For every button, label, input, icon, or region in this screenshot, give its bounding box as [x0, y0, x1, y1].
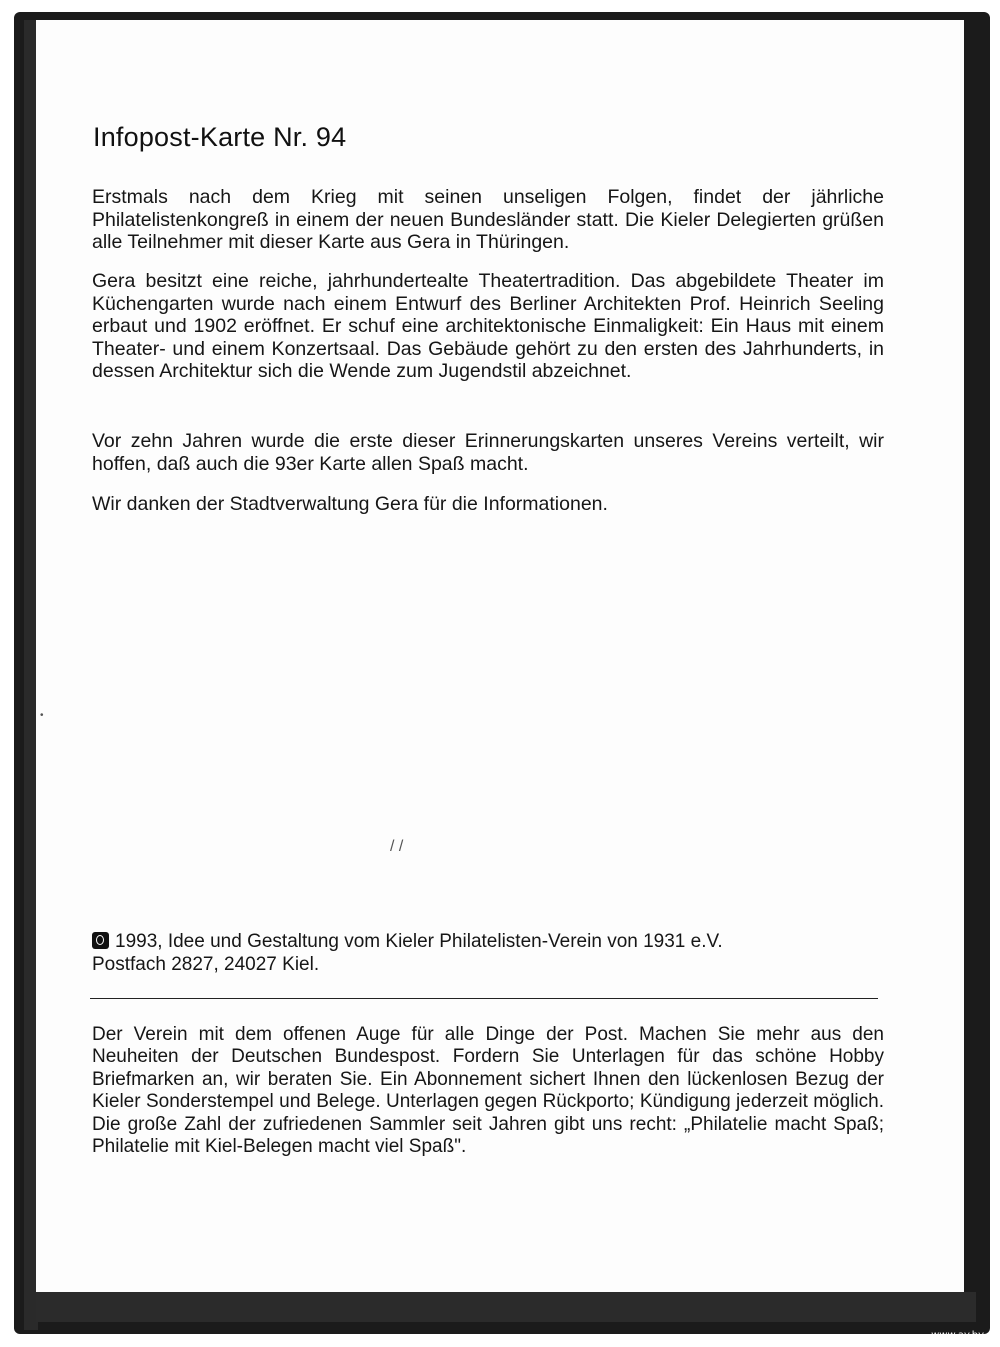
divider-line [90, 998, 878, 999]
paragraph-anniversary: Vor zehn Jahren wurde die erste dieser Erinnerungskarten unseres Vereins verteilt, wir hoffen, daß auch die 93er Karte allen Spaß macht. [92, 430, 884, 475]
publisher-logo-icon [92, 932, 109, 949]
card-bottom-band [36, 1292, 976, 1322]
imprint-line-2: Postfach 2827, 24027 Kiel. [92, 954, 320, 975]
paper-speck: / / [390, 838, 404, 855]
imprint-line-1: 1993, Idee und Gestaltung vom Kieler Philatelisten-Verein von 1931 e.V. [115, 931, 723, 952]
paragraph-congress: Erstmals nach dem Krieg mit seinen unseligen Folgen, findet der jährliche Philatelistenkongreß in einem der neuen Bundesländer statt. Die Kieler Delegierten grüßen alle Teilnehmer mit dieser Karte aus Gera in Thüringen. [92, 186, 884, 253]
paragraph-thanks: Wir danken der Stadtverwaltung Gera für die Informationen. [92, 493, 608, 515]
card-title: Infopost-Karte Nr. 94 [93, 122, 347, 152]
watermark: www.ay.by [931, 1330, 984, 1341]
club-description: Der Verein mit dem offenen Auge für alle Dinge der Post. Machen Sie mehr aus den Neuheiten der Deutschen Bundespost. Fordern Sie Unterlagen für das schöne Hobby Briefmarken an, wir beraten Sie. Ein Abonnement sichert Ihnen den lückenlosen Bezug der Kieler Sonderstempel und Belege. Unterlagen gegen Rückporto; Kündigung jederzeit möglich. Die große Zahl der zufriedenen Sammler seit Jahren gibt uns recht: „Philatelie macht Spaß; Philatelie mit Kiel-Belegen macht viel Spaß". [92, 1024, 884, 1158]
imprint [92, 930, 884, 976]
paper-speck: • [40, 710, 44, 721]
paragraph-theater: Gera besitzt eine reiche, jahrhundertealte Theatertradition. Das abgebildete Theater im Küchengarten wurde nach einem Entwurf des Berliner Architekten Prof. Heinrich Seeling erbaut und 1902 eröffnet. Er schuf eine architektonische Einmaligkeit: Ein Haus mit einem Theater- und einem Konzertsaal. Das Gebäude gehört zu den ersten des Jahrhunderts, in dessen Architektur sich die Wende zum Jugendstil abzeichnet. [92, 270, 884, 382]
